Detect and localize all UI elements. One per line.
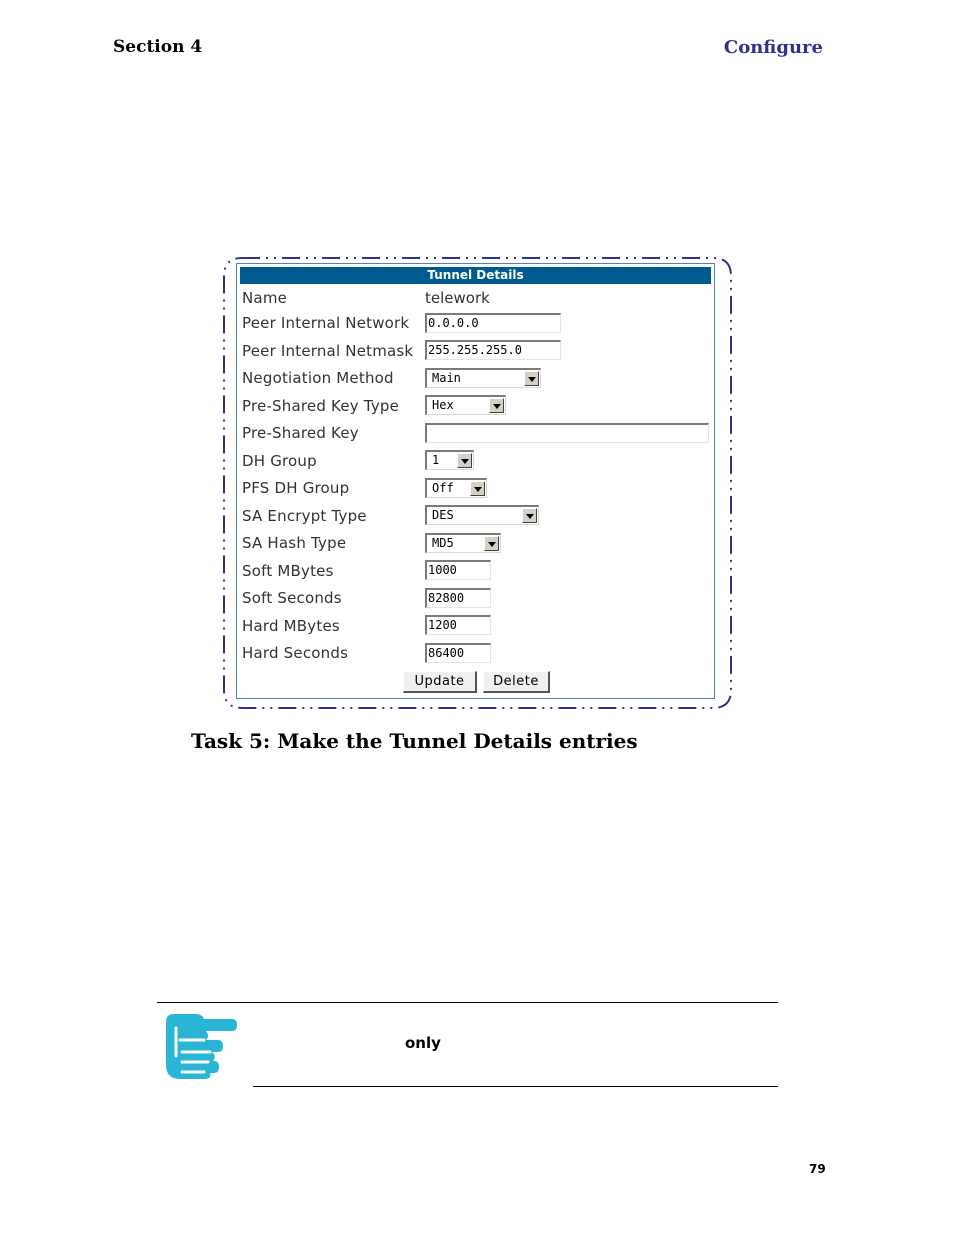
note-top-rule: [157, 1002, 778, 1003]
hard-mbytes-label: Hard MBytes: [242, 617, 340, 635]
chapter-header: Configure: [723, 37, 823, 58]
tunnel-details-panel: [236, 263, 715, 699]
dh-group-value: 1: [432, 453, 440, 467]
psk-type-value: Hex: [432, 398, 454, 412]
note-bottom-rule: [253, 1086, 778, 1087]
chevron-down-icon[interactable]: [484, 536, 499, 551]
pfs-dh-group-label: PFS DH Group: [242, 479, 350, 497]
section-header: Section 4: [113, 37, 203, 57]
negotiation-method-label: Negotiation Method: [242, 369, 394, 387]
chevron-down-icon[interactable]: [470, 481, 485, 496]
sa-hash-type-select[interactable]: [425, 533, 501, 553]
pfs-dh-group-value: Off: [432, 481, 454, 495]
negotiation-method-value: Main: [432, 371, 461, 385]
peer-network-label: Peer Internal Network: [242, 314, 410, 332]
pfs-dh-group-select[interactable]: [425, 478, 487, 498]
psk-input[interactable]: [425, 423, 709, 443]
chevron-down-icon[interactable]: [522, 508, 537, 523]
peer-netmask-input[interactable]: 255.255.255.0: [425, 340, 561, 360]
dh-group-select[interactable]: [425, 450, 474, 470]
delete-button[interactable]: Delete: [483, 671, 550, 693]
name-label: Name: [242, 289, 288, 307]
peer-netmask-label: Peer Internal Netmask: [242, 342, 414, 360]
hard-seconds-label: Hard Seconds: [242, 644, 349, 662]
dh-group-label: DH Group: [242, 452, 317, 470]
panel-title: Tunnel Details: [240, 267, 711, 284]
figure-caption: Task 5: Make the Tunnel Details entries: [191, 729, 638, 753]
note-text: only: [405, 1034, 441, 1052]
soft-seconds-label: Soft Seconds: [242, 589, 342, 607]
negotiation-method-select[interactable]: [425, 368, 541, 388]
chevron-down-icon[interactable]: [524, 371, 539, 386]
psk-type-select[interactable]: [425, 395, 506, 415]
sa-hash-type-label: SA Hash Type: [242, 534, 347, 552]
peer-network-input[interactable]: 0.0.0.0: [425, 313, 561, 333]
page-number: 79: [809, 1162, 826, 1176]
soft-mbytes-input[interactable]: 1000: [425, 560, 491, 580]
pointing-hand-icon: [160, 1010, 240, 1082]
hard-mbytes-input[interactable]: 1200: [425, 615, 491, 635]
sa-encrypt-type-value: DES: [432, 508, 454, 522]
sa-encrypt-type-label: SA Encrypt Type: [242, 507, 367, 525]
sa-hash-type-value: MD5: [432, 536, 454, 550]
psk-type-label: Pre-Shared Key Type: [242, 397, 400, 415]
soft-seconds-input[interactable]: 82800: [425, 588, 491, 608]
psk-label: Pre-Shared Key: [242, 424, 359, 442]
update-button[interactable]: Update: [403, 671, 477, 693]
soft-mbytes-label: Soft MBytes: [242, 562, 334, 580]
chevron-down-icon[interactable]: [457, 453, 472, 468]
sa-encrypt-type-select[interactable]: [425, 505, 539, 525]
chevron-down-icon[interactable]: [489, 398, 504, 413]
hard-seconds-input[interactable]: 86400: [425, 643, 491, 663]
name-value: telework: [425, 289, 490, 307]
